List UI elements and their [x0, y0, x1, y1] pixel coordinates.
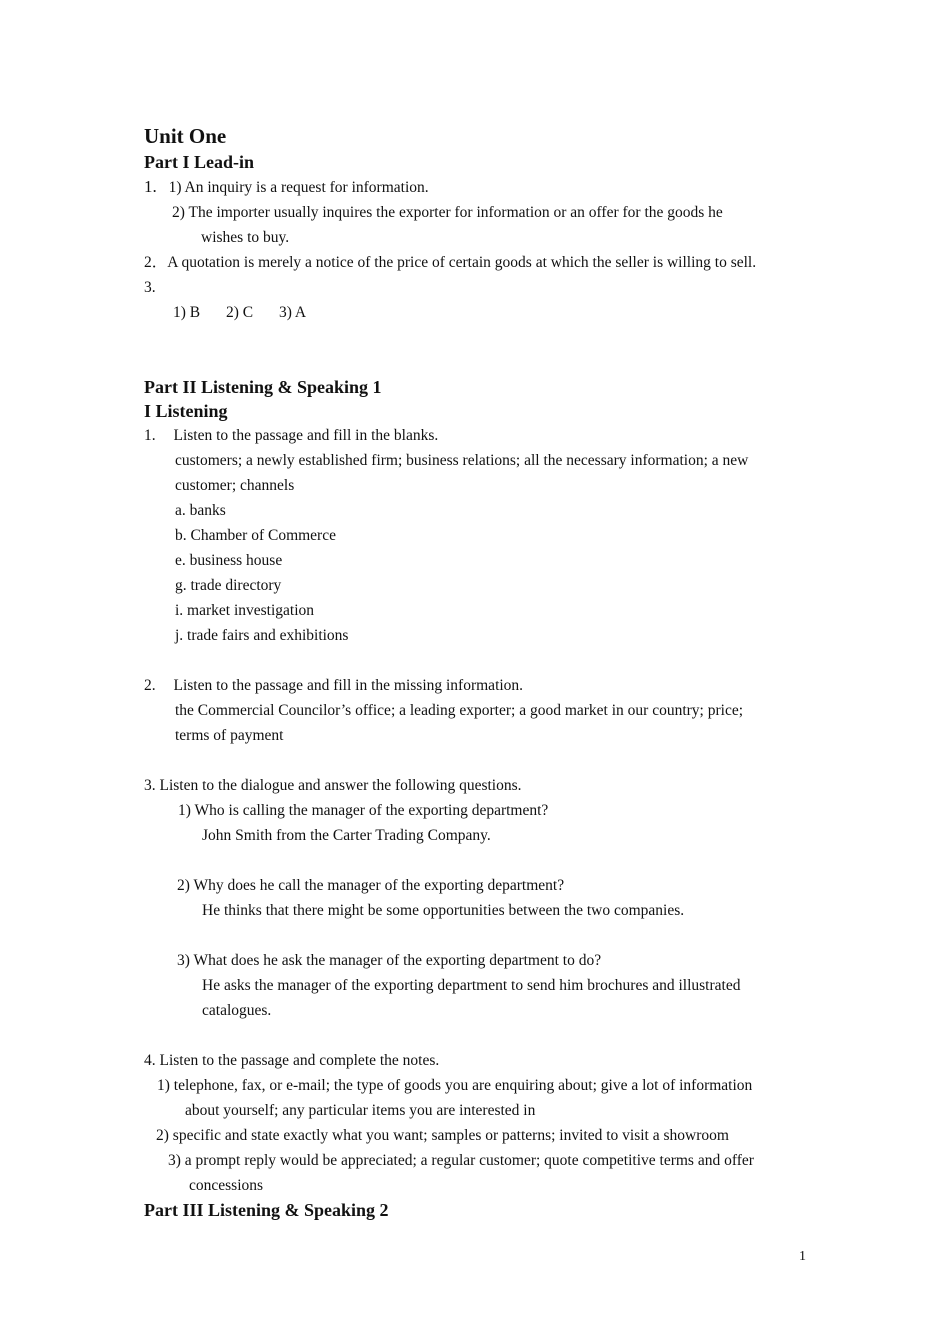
ex1-item: e. business house — [175, 552, 283, 569]
part1-q3-answers — [173, 300, 806, 325]
ex1-item: b. Chamber of Commerce — [175, 527, 336, 544]
ex4-note-2: 2) specific and state exactly what you want; samples or patterns; invited to visit a showroom — [156, 1127, 729, 1144]
part1-q1-a-text: 1) An inquiry is a request for information. — [168, 179, 429, 196]
page-number: 1 — [799, 1249, 806, 1264]
ex1-answer-line1: customers; a newly established firm; business relations; all the necessary information; a new — [175, 452, 749, 469]
ex2-answer-line2: terms of payment — [175, 727, 284, 744]
ex1-answer-line2: customer; channels — [175, 477, 295, 494]
part1-heading: Part I Lead-in — [144, 152, 254, 172]
ex1-item: i. market investigation — [175, 602, 315, 619]
ex4-note-1-line1: 1) telephone, fax, or e-mail; the type of goods you are enquiring about; give a lot of information — [157, 1077, 753, 1094]
part1-q3-answer-3: 3) A — [279, 304, 307, 321]
ex4-note-1-line2: about yourself; any particular items you are interested in — [185, 1102, 536, 1119]
ex3-question-1: 1) Who is calling the manager of the exporting department? — [178, 802, 549, 819]
ex3-answer-2: He thinks that there might be some opportunities between the two companies. — [202, 902, 685, 919]
spacer — [144, 848, 806, 873]
ex3-answer-1: John Smith from the Carter Trading Company. — [202, 827, 491, 844]
part1-q2: 2．A quotation is merely a notice of the price of certain goods at which the seller is willing to sell. — [144, 254, 757, 271]
spacer — [144, 1023, 806, 1048]
ex2-answer-line1: the Commercial Councilor’s office; a leading exporter; a good market in our country; price; — [175, 702, 744, 719]
ex3-answer-3-line1: He asks the manager of the exporting department to send him brochures and illustrated — [202, 977, 741, 994]
ex2-instruction-line — [144, 673, 806, 698]
part1-q3-number: 3. — [144, 279, 156, 296]
part1-q1-b-line2: wishes to buy. — [201, 229, 290, 246]
ex1-instruction-line — [144, 423, 806, 448]
spacer — [144, 923, 806, 948]
ex1-number: 1. — [144, 427, 156, 444]
ex3-answer-3-line2: catalogues. — [202, 1002, 272, 1019]
part1-q1-number: 1. — [144, 177, 157, 196]
ex1-item: a. banks — [175, 502, 226, 519]
part2-subheading: I Listening — [144, 401, 228, 421]
ex2-number: 2. — [144, 677, 156, 694]
spacer — [144, 748, 806, 773]
ex1-instruction: Listen to the passage and fill in the blanks. — [173, 427, 439, 444]
part1-q1-b-line1: 2) The importer usually inquires the exporter for information or an offer for the goods he — [172, 204, 723, 221]
ex4-note-3-line1: 3) a prompt reply would be appreciated; a regular customer; quote competitive terms and offer — [168, 1152, 754, 1169]
ex1-answers — [175, 448, 806, 648]
ex4-instruction: 4. Listen to the passage and complete the notes. — [144, 1052, 440, 1069]
part2-heading: Part II Listening & Speaking 1 — [144, 377, 382, 397]
ex2-instruction: Listen to the passage and fill in the missing information. — [173, 677, 524, 694]
part1-q3-answer-2: 2) C — [226, 304, 254, 321]
unit-title: Unit One — [144, 124, 227, 148]
ex3-instruction: 3. Listen to the dialogue and answer the following questions. — [144, 777, 522, 794]
part1-q3-answer-1: 1) B — [173, 304, 201, 321]
document-page — [144, 122, 806, 1222]
ex4-note-3-line2: concessions — [189, 1177, 264, 1194]
part3-heading: Part III Listening & Speaking 2 — [144, 1200, 389, 1220]
part1-q1-a — [144, 174, 806, 200]
spacer — [144, 325, 806, 375]
ex1-item: g. trade directory — [175, 577, 282, 594]
ex2-answers — [175, 698, 806, 748]
ex3-question-2: 2) Why does he call the manager of the exporting department? — [177, 877, 565, 894]
ex3-question-3: 3) What does he ask the manager of the exporting department to do? — [177, 952, 602, 969]
ex1-item: j. trade fairs and exhibitions — [175, 627, 349, 644]
spacer — [144, 648, 806, 673]
